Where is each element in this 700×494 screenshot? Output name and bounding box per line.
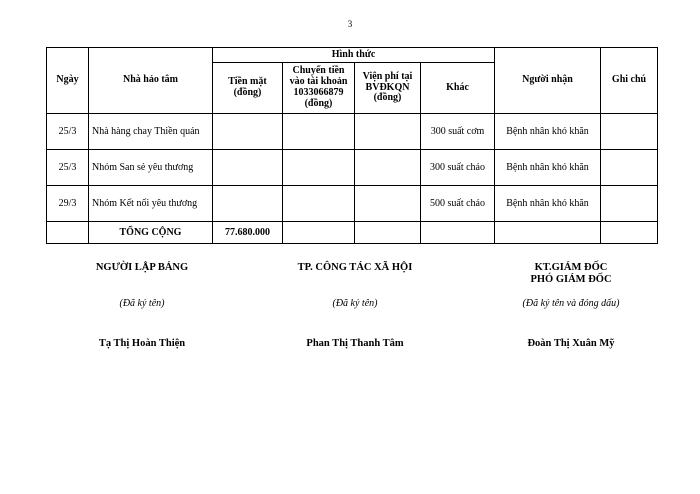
signature-title-block: [476, 262, 666, 298]
table-row: [47, 150, 658, 186]
signature-name: Đoàn Thị Xuân Mỹ: [527, 338, 615, 349]
header-note: Ghi chú: [601, 48, 658, 114]
cell-other: 500 suất cháo: [421, 186, 495, 222]
cell-note: [601, 150, 658, 186]
signature-name: Phan Thị Thanh Tâm: [306, 338, 404, 349]
cell-cash: [213, 186, 283, 222]
signature-title: TP. CÔNG TÁC XÃ HỘI: [297, 262, 413, 273]
total-row: [47, 222, 658, 244]
total-cash: 77.680.000: [213, 222, 283, 244]
cell-other: 300 suất cơm: [421, 114, 495, 150]
cell-hospital-fee: [355, 114, 421, 150]
cell-date: 29/3: [47, 186, 89, 222]
header-date: Ngày: [47, 48, 89, 114]
signature-note: (Đã ký tên): [119, 298, 165, 309]
header-recipient: Người nhận: [495, 48, 601, 114]
header-hospital-fee: Viện phí tại BVĐKQN (đồng): [355, 63, 421, 114]
cell-empty: [355, 222, 421, 244]
signature-note: (Đã ký tên): [332, 298, 378, 309]
signature-preparer: [62, 262, 222, 350]
cell-empty: [421, 222, 495, 244]
signature-title: KT.GIÁM ĐỐC: [534, 262, 608, 273]
cell-date: 25/3: [47, 114, 89, 150]
total-label: TỔNG CỘNG: [89, 222, 213, 244]
header-donor: Nhà hảo tâm: [89, 48, 213, 114]
cell-other: 300 suất cháo: [421, 150, 495, 186]
cell-empty: [495, 222, 601, 244]
signature-name: Tạ Thị Hoàn Thiện: [98, 338, 186, 349]
header-cash: Tiền mặt (đồng): [213, 63, 283, 114]
header-transfer: Chuyển tiền vào tài khoản 1033066879 (đồng): [283, 63, 355, 114]
signature-subtitle: PHÓ GIÁM ĐỐC: [530, 274, 612, 286]
cell-date: 25/3: [47, 150, 89, 186]
signature-social-work-head: [260, 262, 450, 350]
cell-recipient: Bệnh nhân khó khăn: [495, 186, 601, 222]
cell-hospital-fee: [355, 186, 421, 222]
table-row: [47, 186, 658, 222]
signature-note: (Đã ký tên và đóng dấu): [522, 298, 620, 309]
cell-cash: [213, 150, 283, 186]
cell-cash: [213, 114, 283, 150]
cell-transfer: [283, 186, 355, 222]
cell-empty: [47, 222, 89, 244]
cell-note: [601, 186, 658, 222]
cell-donor: Nhà hàng chay Thiền quán: [89, 114, 213, 150]
table-row: [47, 114, 658, 150]
cell-transfer: [283, 114, 355, 150]
signature-block: [46, 262, 657, 382]
header-row: [47, 48, 658, 63]
header-other: Khác: [421, 63, 495, 114]
cell-hospital-fee: [355, 150, 421, 186]
signature-title: NGƯỜI LẬP BẢNG: [95, 262, 189, 273]
cell-empty: [601, 222, 658, 244]
cell-recipient: Bệnh nhân khó khăn: [495, 150, 601, 186]
header-form-group: Hình thức: [213, 48, 495, 63]
cell-donor: Nhóm Kết nối yêu thương: [89, 186, 213, 222]
page-number: 3: [347, 19, 353, 29]
cell-transfer: [283, 150, 355, 186]
cell-donor: Nhóm San sẻ yêu thương: [89, 150, 213, 186]
signature-deputy-director: [476, 262, 666, 350]
cell-note: [601, 114, 658, 150]
cell-empty: [283, 222, 355, 244]
cell-recipient: Bệnh nhân khó khăn: [495, 114, 601, 150]
donation-table: [46, 47, 658, 244]
